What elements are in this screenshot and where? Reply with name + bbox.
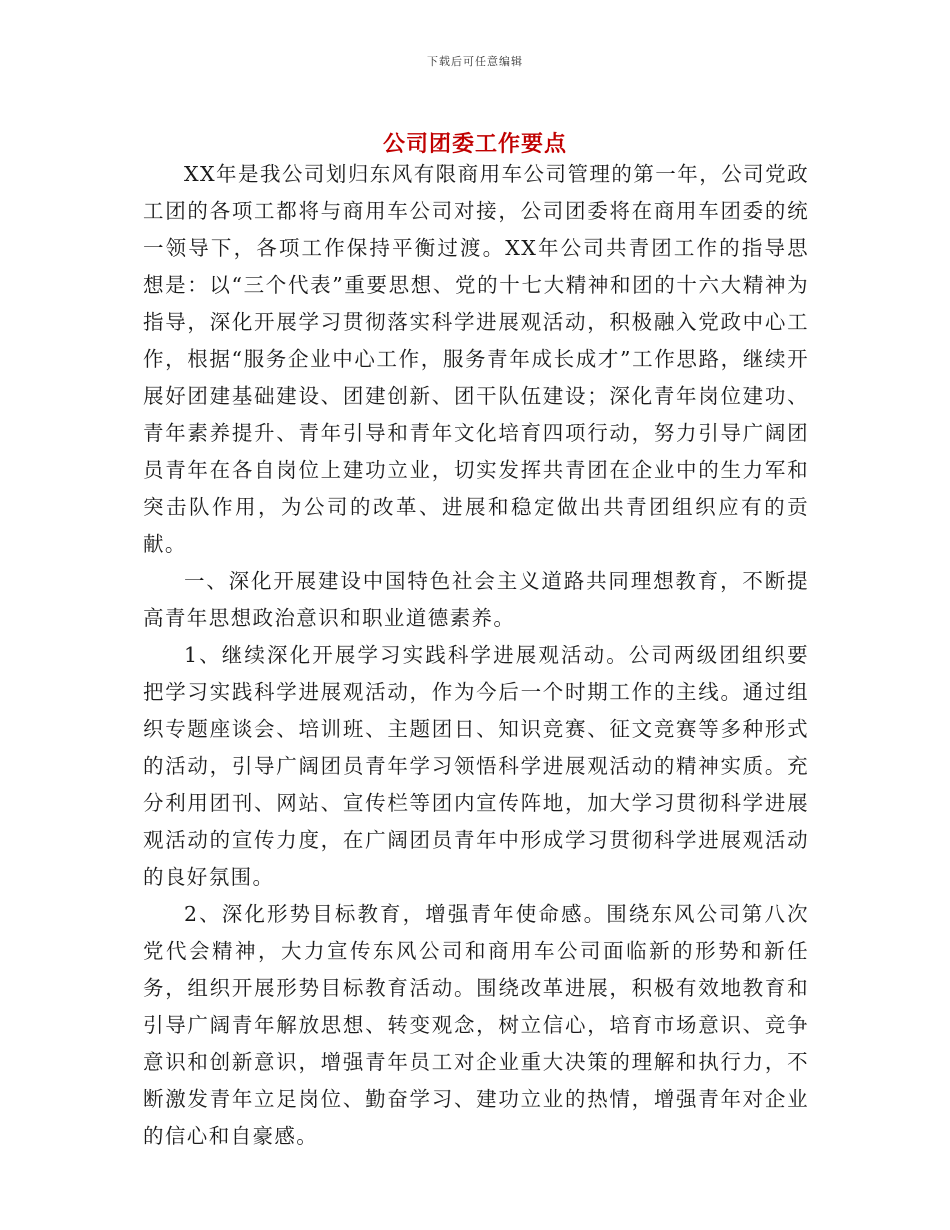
document-body <box>143 156 809 1155</box>
paragraph-item-1: 1、继续深化开展学习实践科学进展观活动。公司两级团组织要把学习实践科学进展观活动，作为今后一个时期工作的主线。通过组织专题座谈会、培训班、主题团日、知识竞赛、征文竞赛等多种形式的活动，引导广阔团员青年学习领悟科学进展观活动的精神实质。充分利用团刊、网站、宣传栏等团内宣传阵地，加大学习贯彻科学进展观活动的宣传力度，在广阔团员青年中形成学习贯彻科学进展观活动的良好氛围。 <box>143 643 809 889</box>
paragraph-section-one-heading: 一、深化开展建设中国特色社会主义道路共同理想教育，不断提高青年思想政治意识和职业道德素养。 <box>143 569 809 630</box>
paragraph-guiding-thought: XX年是我公司划归东风有限商用车公司管理的第一年，公司党政工团的各项工都将与商用车公司对接，公司团委将在商用车团委的统一领导下，各项工作保持平衡过渡。XX年公司共青团工作的指导思想是：以“三个代表”重要思想、党的十七大精神和团的十六大精神为指导，深化开展学习贯彻落实科学进展观活动，积极融入党政中心工作，根据“服务企业中心工作，服务青年成长成才”工作思路，继续开展好团建基础建设、团建创新、团干队伍建设；深化青年岗位建功、青年素养提升、青年引导和青年文化培育四项行动，努力引导广阔团员青年在各自岗位上建功立业，切实发挥共青团在企业中的生力军和突击队作用，为公司的改革、进展和稳定做出共青团组织应有的贡献。 <box>143 162 809 556</box>
page-header-note: 下载后可任意编辑 <box>427 55 523 68</box>
document-title: 公司团委工作要点 <box>382 130 567 157</box>
paragraph-item-2: 2、深化形势目标教育，增强青年使命感。围绕东风公司第八次党代会精神，大力宣传东风公司和商用车公司面临新的形势和新任务，组织开展形势目标教育活动。围绕改革进展，积极有效地教育和引导广阔青年解放思想、转变观念，树立信心，培育市场意识、竞争意识和创新意识，增强青年员工对企业重大决策的理解和执行力，不断激发青年立足岗位、勤奋学习、建功立业的热情，增强青年对企业的信心和自豪感。 <box>143 902 809 1148</box>
